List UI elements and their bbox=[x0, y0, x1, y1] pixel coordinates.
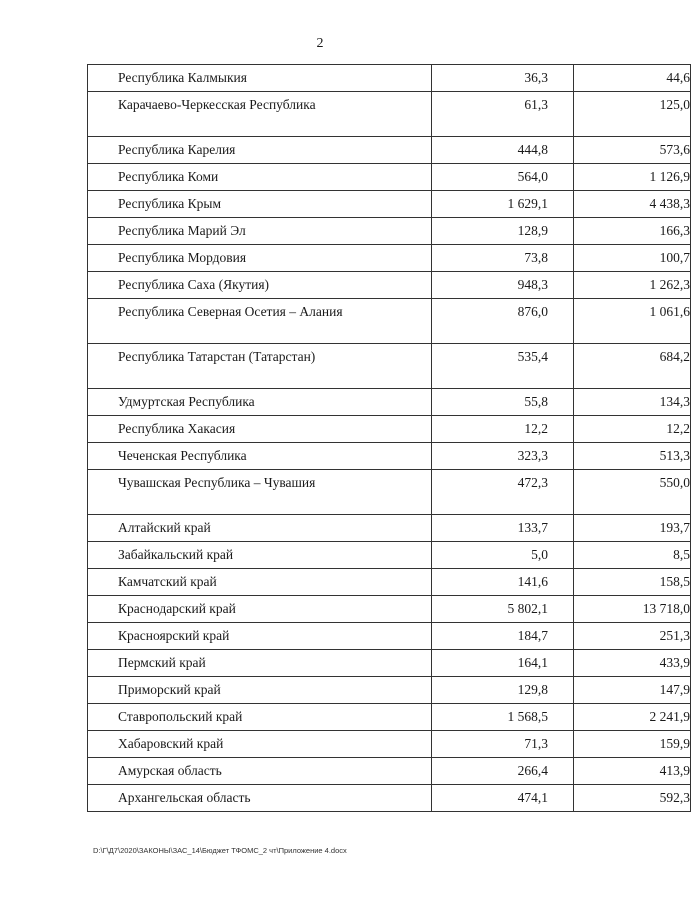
table-row bbox=[88, 623, 691, 650]
region-name-cell: Республика Марий Эл bbox=[88, 218, 432, 245]
value-2-cell: 158,5 bbox=[574, 569, 691, 596]
region-name-cell: Чувашская Республика – Чувашия bbox=[88, 470, 432, 515]
value-1-cell: 5,0 bbox=[432, 542, 574, 569]
region-name-cell: Архангельская область bbox=[88, 785, 432, 812]
region-name-cell: Республика Татарстан (Татарстан) bbox=[88, 344, 432, 389]
table-row bbox=[88, 299, 691, 344]
value-1-cell: 141,6 bbox=[432, 569, 574, 596]
value-1-cell: 12,2 bbox=[432, 416, 574, 443]
value-2-cell: 44,6 bbox=[574, 65, 691, 92]
value-2-cell: 513,3 bbox=[574, 443, 691, 470]
value-2-cell: 413,9 bbox=[574, 758, 691, 785]
value-2-cell: 100,7 bbox=[574, 245, 691, 272]
value-2-cell: 684,2 bbox=[574, 344, 691, 389]
value-1-cell: 948,3 bbox=[432, 272, 574, 299]
region-name-cell: Карачаево-Черкесская Республика bbox=[88, 92, 432, 137]
region-name-cell: Приморский край bbox=[88, 677, 432, 704]
table-row bbox=[88, 596, 691, 623]
region-name-cell: Ставропольский край bbox=[88, 704, 432, 731]
value-1-cell: 129,8 bbox=[432, 677, 574, 704]
region-name-cell: Республика Саха (Якутия) bbox=[88, 272, 432, 299]
table-row bbox=[88, 470, 691, 515]
value-2-cell: 1 061,6 bbox=[574, 299, 691, 344]
value-1-cell: 266,4 bbox=[432, 758, 574, 785]
table-row bbox=[88, 443, 691, 470]
table-row bbox=[88, 92, 691, 137]
table-row bbox=[88, 677, 691, 704]
value-1-cell: 36,3 bbox=[432, 65, 574, 92]
value-1-cell: 5 802,1 bbox=[432, 596, 574, 623]
table-row bbox=[88, 731, 691, 758]
value-2-cell: 592,3 bbox=[574, 785, 691, 812]
region-name-cell: Республика Северная Осетия – Алания bbox=[88, 299, 432, 344]
value-2-cell: 1 262,3 bbox=[574, 272, 691, 299]
page-number: 2 bbox=[316, 36, 324, 51]
table-row bbox=[88, 164, 691, 191]
value-2-cell: 550,0 bbox=[574, 470, 691, 515]
value-2-cell: 12,2 bbox=[574, 416, 691, 443]
table-row bbox=[88, 650, 691, 677]
value-1-cell: 876,0 bbox=[432, 299, 574, 344]
value-1-cell: 55,8 bbox=[432, 389, 574, 416]
value-1-cell: 564,0 bbox=[432, 164, 574, 191]
region-name-cell: Республика Мордовия bbox=[88, 245, 432, 272]
value-1-cell: 323,3 bbox=[432, 443, 574, 470]
region-name-cell: Красноярский край bbox=[88, 623, 432, 650]
region-name-cell: Амурская область bbox=[88, 758, 432, 785]
value-2-cell: 1 126,9 bbox=[574, 164, 691, 191]
value-2-cell: 433,9 bbox=[574, 650, 691, 677]
value-2-cell: 573,6 bbox=[574, 137, 691, 164]
value-1-cell: 133,7 bbox=[432, 515, 574, 542]
value-1-cell: 71,3 bbox=[432, 731, 574, 758]
table-row bbox=[88, 272, 691, 299]
table-row bbox=[88, 416, 691, 443]
value-2-cell: 193,7 bbox=[574, 515, 691, 542]
value-2-cell: 8,5 bbox=[574, 542, 691, 569]
value-1-cell: 1 629,1 bbox=[432, 191, 574, 218]
value-2-cell: 134,3 bbox=[574, 389, 691, 416]
value-2-cell: 4 438,3 bbox=[574, 191, 691, 218]
table-row bbox=[88, 245, 691, 272]
value-2-cell: 166,3 bbox=[574, 218, 691, 245]
value-1-cell: 61,3 bbox=[432, 92, 574, 137]
value-1-cell: 444,8 bbox=[432, 137, 574, 164]
value-1-cell: 474,1 bbox=[432, 785, 574, 812]
region-name-cell: Пермский край bbox=[88, 650, 432, 677]
table-row bbox=[88, 218, 691, 245]
region-name-cell: Хабаровский край bbox=[88, 731, 432, 758]
region-name-cell: Камчатский край bbox=[88, 569, 432, 596]
table-row bbox=[88, 542, 691, 569]
value-1-cell: 472,3 bbox=[432, 470, 574, 515]
table-row bbox=[88, 344, 691, 389]
region-name-cell: Республика Карелия bbox=[88, 137, 432, 164]
value-2-cell: 125,0 bbox=[574, 92, 691, 137]
table-body bbox=[88, 65, 691, 812]
value-2-cell: 251,3 bbox=[574, 623, 691, 650]
value-1-cell: 73,8 bbox=[432, 245, 574, 272]
value-1-cell: 535,4 bbox=[432, 344, 574, 389]
table-row bbox=[88, 515, 691, 542]
region-name-cell: Республика Крым bbox=[88, 191, 432, 218]
table-row bbox=[88, 191, 691, 218]
table-row bbox=[88, 65, 691, 92]
budget-table bbox=[87, 64, 691, 812]
region-name-cell: Республика Калмыкия bbox=[88, 65, 432, 92]
value-2-cell: 13 718,0 bbox=[574, 596, 691, 623]
value-1-cell: 164,1 bbox=[432, 650, 574, 677]
region-name-cell: Республика Коми bbox=[88, 164, 432, 191]
table-row bbox=[88, 758, 691, 785]
table-row bbox=[88, 389, 691, 416]
region-name-cell: Удмуртская Республика bbox=[88, 389, 432, 416]
table-row bbox=[88, 137, 691, 164]
value-1-cell: 128,9 bbox=[432, 218, 574, 245]
table-row bbox=[88, 704, 691, 731]
value-2-cell: 159,9 bbox=[574, 731, 691, 758]
value-1-cell: 184,7 bbox=[432, 623, 574, 650]
region-name-cell: Республика Хакасия bbox=[88, 416, 432, 443]
region-name-cell: Забайкальский край bbox=[88, 542, 432, 569]
region-name-cell: Алтайский край bbox=[88, 515, 432, 542]
value-2-cell: 147,9 bbox=[574, 677, 691, 704]
table-row bbox=[88, 785, 691, 812]
region-name-cell: Краснодарский край bbox=[88, 596, 432, 623]
footer-file-path: D:\Г\Д7\2020\ЗАКОНЫ\ЗАС_14\Бюджет ТФОМС_2 чт\Приложение 4.docx bbox=[93, 846, 347, 855]
value-1-cell: 1 568,5 bbox=[432, 704, 574, 731]
region-name-cell: Чеченская Республика bbox=[88, 443, 432, 470]
value-2-cell: 2 241,9 bbox=[574, 704, 691, 731]
table-row bbox=[88, 569, 691, 596]
